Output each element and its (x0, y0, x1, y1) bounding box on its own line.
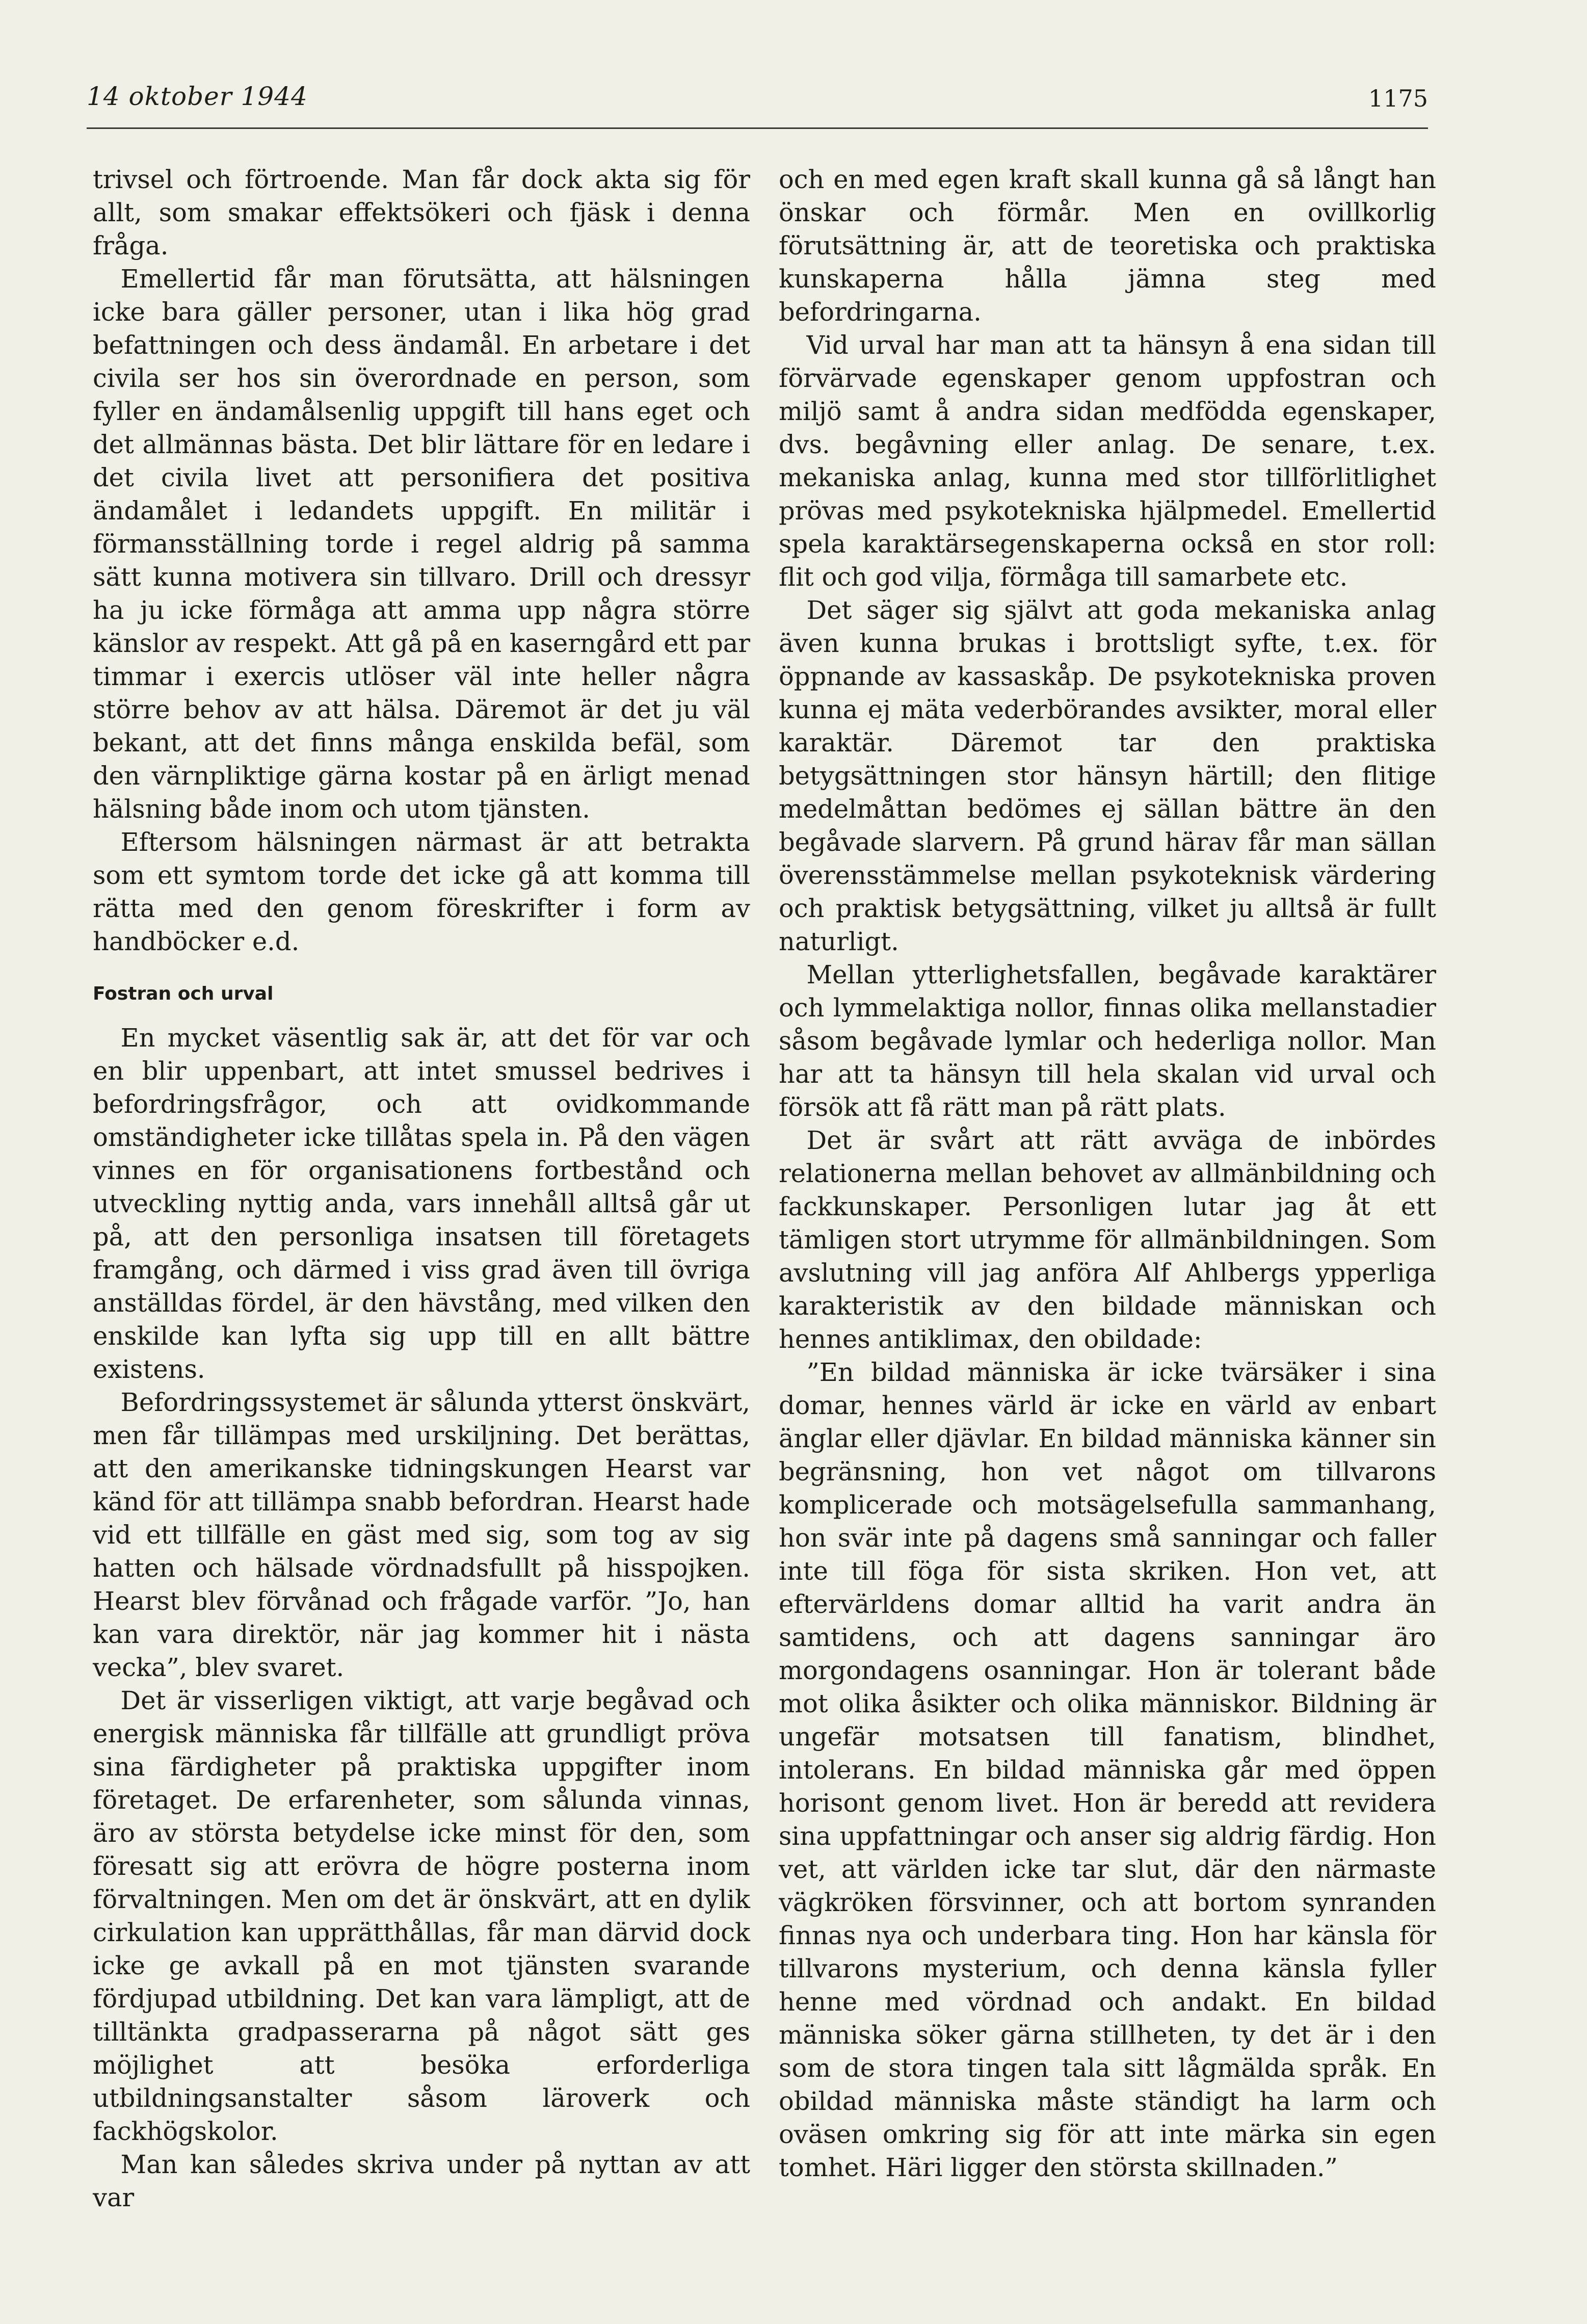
section-heading: Fostran och urval (93, 983, 274, 1004)
paragraph: En mycket väsentlig sak är, att det för var och en blir uppenbart, att intet smussel bedrives i befordringsfrågor, och att ovidkommande omständigheter icke tillåtas spela in. På den vägen vinnes en för organisationens fortbestånd och utveckling nyttig anda, vars innehåll alltså går ut på, att den personliga insatsen till företagets framgång, och därmed i viss grad även till övriga anställdas fördel, är den hävstång, med vilken den enskilde kan lyfta sig upp till en allt bättre existens. (93, 1023, 750, 1384)
page-date: 14 oktober 1944 (87, 82, 308, 111)
right-column (779, 163, 1436, 2184)
page-number: 1175 (1368, 85, 1428, 112)
paragraph: Emellertid får man förutsätta, att hälsningen icke bara gäller personer, utan i lika hög grad befattningen och dess ändamål. En arbetare i det civila ser hos sin överordnade en person, som fyller en ändamålsenlig uppgift till hans eget och det allmännas bästa. Det blir lättare för en ledare i det civila livet att personifiera det positiva ändamålet i ledandets uppgift. En militär i förmansställning torde i regel aldrig på samma sätt kunna motivera sin tillvaro. Drill och dressyr ha ju icke förmåga att amma upp några större känslor av respekt. Att gå på en kaserngård ett par timmar i exercis utlöser väl inte heller några större behov av att hälsa. Däremot är det ju väl bekant, att det finns många enskilda befäl, som den värnpliktige gärna kostar på en ärligt menad hälsning både inom och utom tjänsten. (93, 264, 750, 824)
paragraph: Det säger sig självt att goda mekaniska anlag även kunna brukas i brottsligt syfte, t.ex. för öppnande av kassaskåp. De psykotekniska proven kunna ej mäta vederbörandes avsikter, moral eller karaktär. Däremot tar den praktiska betygsättningen stor hänsyn härtill; den flitige medelmåttan bedömes ej sällan bättre än den begåvade slarvern. På grund härav får man sällan överensstämmelse mellan psykoteknisk värdering och praktisk betygsättning, vilket ju alltså är fullt naturligt. (779, 595, 1436, 956)
paragraph: trivsel och förtroende. Man får dock akta sig för allt, som smakar effektsökeri och fjäsk i denna fråga. (93, 165, 750, 260)
paragraph: Vid urval har man att ta hänsyn å ena sidan till förvärvade egenskaper genom uppfostran och miljö samt å andra sidan medfödda egenskaper, dvs. begåvning eller anlag. De senare, t.ex. mekaniska anlag, kunna med stor tillförlitlighet prövas med psykotekniska hjälpmedel. Emellertid spela karaktärsegenskaperna också en stor roll: flit och god vilja, förmåga till samarbete etc. (779, 330, 1436, 592)
quotation: ”En bildad människa är icke tvärsäker i sina domar, hennes värld är icke en värld av enbart änglar eller djävlar. En bildad människa känner sin begränsning, hon vet något om tillvarons komplicerade och motsägelsefulla sammanhang, hon svär inte på dagens små sanningar och faller inte till föga för sista skriken. Hon vet, att eftervärldens domar alltid ha varit andra än samtidens, och att dagens sanningar äro morgondagens osanningar. Hon är tolerant både mot olika åsikter och olika människor. Bildning är ungefär motsatsen till fanatism, blindhet, intolerans. En bildad människa går med öppen horisont genom livet. Hon är beredd att revidera sina uppfattningar och anser sig aldrig färdig. Hon vet, att världen icke tar slut, där den närmaste vägkröken försvinner, och att bortom synranden finnas nya och underbara ting. Hon har känsla för tillvarons mysterium, och denna känsla fyller henne med vördnad och andakt. En bildad människa söker gärna stillheten, ty det är i den som de stora tingen tala sitt lågmälda språk. En obildad människa måste ständigt ha larm och oväsen omkring sig för att inte märka sin egen tomhet. Häri ligger den största skillnaden.” (779, 1357, 1436, 2182)
paragraph: Mellan ytterlighetsfallen, begåvade karaktärer och lymmelaktiga nollor, finnas olika mellanstadier såsom begåvade lymlar och hederliga nollor. Man har att ta hänsyn till hela skalan vid urval och försök att få rätt man på rätt plats. (779, 960, 1436, 1122)
paragraph: och en med egen kraft skall kunna gå så långt han önskar och förmår. Men en ovillkorlig förutsättning är, att de teoretiska och praktiska kunskaperna hålla jämna steg med befordringarna. (779, 165, 1436, 327)
left-column (93, 163, 750, 2214)
paragraph: Befordringssystemet är sålunda ytterst önskvärt, men får tillämpas med urskiljning. Det berättas, att den amerikanske tidningskungen Hearst var känd för att tillämpa snabb befordran. Hearst hade vid ett tillfälle en gäst med sig, som tog av sig hatten och hälsade vördnadsfullt på hisspojken. Hearst blev förvånad och frågade varför. ”Jo, han kan vara direktör, när jag kommer hit i nästa vecka”, blev svaret. (93, 1388, 750, 1682)
paragraph: Man kan således skriva under på nyttan av att var (93, 2150, 750, 2212)
paragraph: Eftersom hälsningen närmast är att betrakta som ett symtom torde det icke gå att komma till rätta med den genom föreskrifter i form av handböcker e.d. (93, 827, 750, 956)
header-divider (87, 127, 1428, 129)
paragraph: Det är svårt att rätt avväga de inbördes relationerna mellan behovet av allmänbildning och fackkunskaper. Personligen lutar jag åt ett tämligen stort utrymme för allmänbildningen. Som avslutning vill jag anföra Alf Ahlbergs ypperliga karakteristik av den bildade människan och hennes antiklimax, den obildade: (779, 1126, 1436, 1354)
paragraph: Det är visserligen viktigt, att varje begåvad och energisk människa får tillfälle att grundligt pröva sina färdigheter på praktiska uppgifter inom företaget. De erfarenheter, som sålunda vinnas, äro av största betydelse icke minst för den, som föresatt sig att erövra de högre posterna inom förvaltningen. Men om det är önskvärt, att en dylik cirkulation kan upprätthållas, får man därvid dock icke ge avkall på en mot tjänsten svarande fördjupad utbildning. Det kan vara lämpligt, att de tilltänkta gradpasserarna på något sätt ges möjlighet att besöka erforderliga utbildningsanstalter såsom läroverk och fackhögskolor. (93, 1686, 750, 2146)
